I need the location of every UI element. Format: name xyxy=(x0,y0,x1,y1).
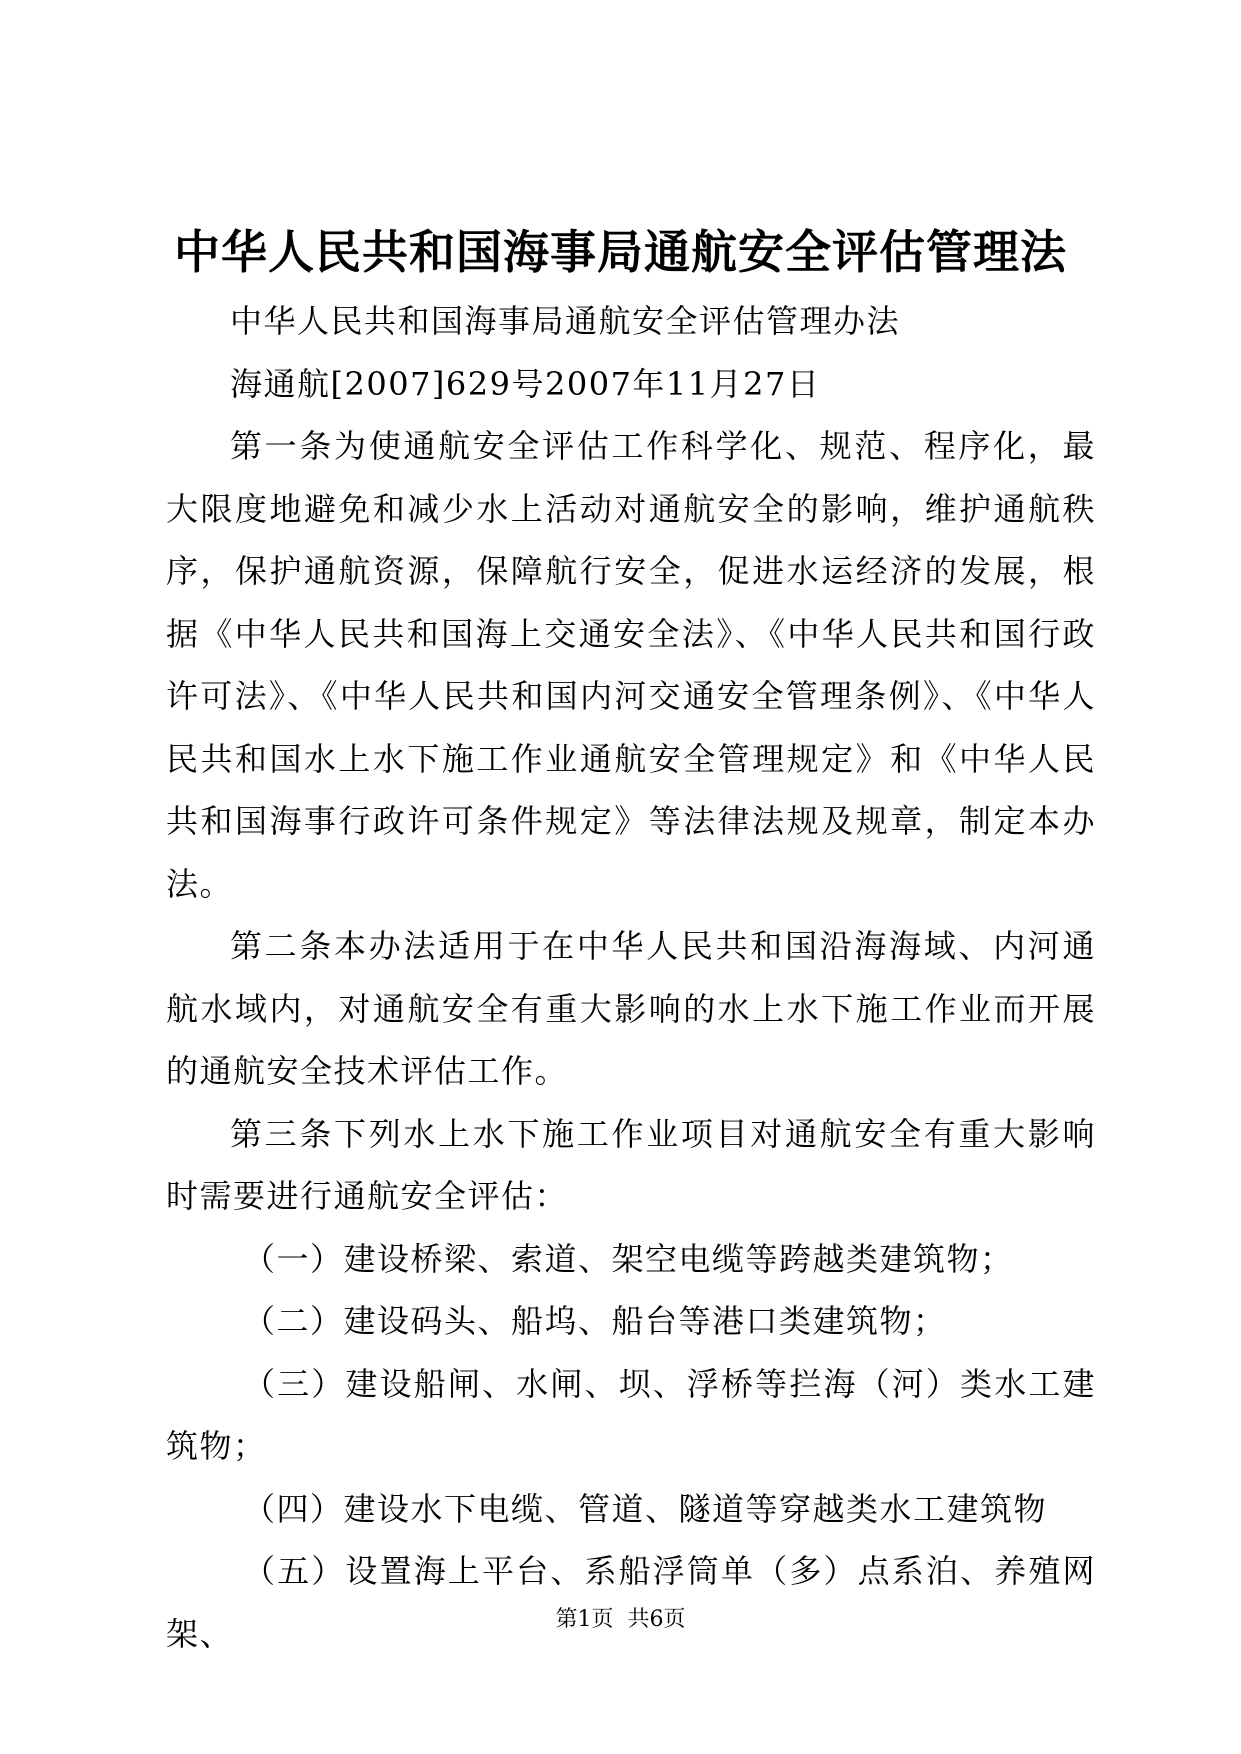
subtitle-line: 中华人民共和国海事局通航安全评估管理办法 xyxy=(230,302,901,340)
page-number-label: 第1页 xyxy=(555,1607,614,1632)
list-item: （一）建设桥梁、索道、架空电缆等跨越类建筑物； xyxy=(243,1239,1014,1278)
document-title: 中华人民共和国海事局通航安全评估管理法 xyxy=(174,225,1067,279)
article-3-paragraph: 第三条下列水上水下施工作业项目对通航安全有重大影响时需要进行通航安全评估： xyxy=(166,1114,1096,1215)
article-1-paragraph: 第一条为使通航安全评估工作科学化、规范、程序化，最大限度地避免和减少水上活动对通航安全的影响，维护通航秩序，保护通航资源，保障航行安全，促进水运经济的发展，根据《中华人民共和国海上交通安全法》、《中华人民共和国行政许可法》、《中华人民共和国内河交通安全管理条例》、《中华人民共和国水上水下施工作业通航安全管理规定》和《中华人民共和国海事行政许可条件规定》等法律法规及规章，制定本办法。 xyxy=(166,427,1096,903)
list-item: （二）建设码头、船坞、船台等港口类建筑物； xyxy=(243,1302,947,1340)
document-number-line: 海通航[2007]629号2007年11月27日 xyxy=(230,364,821,403)
list-item: （五）设置海上平台、系船浮筒单（多）点系泊、养殖网架、 xyxy=(166,1552,1096,1653)
document-body xyxy=(166,290,1096,1665)
page-footer xyxy=(0,1605,1241,1635)
list-item: （四）建设水下电缆、管道、隧道等穿越类水工建筑物 xyxy=(243,1489,1048,1528)
list-item: （三）建设船闸、水闸、坝、浮桥等拦海（河）类水工建筑物； xyxy=(166,1364,1096,1465)
article-2-paragraph: 第二条本办法适用于在中华人民共和国沿海海域、内河通航水域内，对通航安全有重大影响的水上水下施工作业而开展的通航安全技术评估工作。 xyxy=(166,927,1096,1090)
page-total-label: 共6页 xyxy=(627,1607,686,1632)
